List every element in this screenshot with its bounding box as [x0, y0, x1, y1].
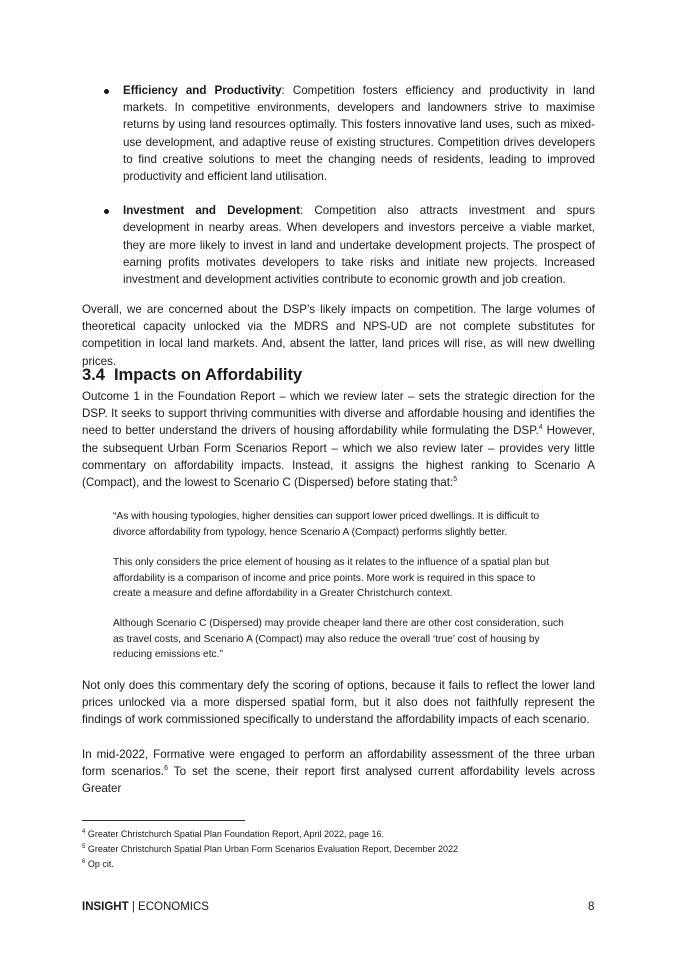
- footer-brand: [82, 901, 209, 913]
- footnote: [82, 857, 458, 872]
- footnote-ref[interactable]: 4: [538, 424, 543, 432]
- section-title: Impacts on Affordability: [113, 366, 303, 384]
- bullet-title: Efficiency and Productivity: [123, 84, 282, 97]
- paragraph-mid-2022: [82, 746, 595, 798]
- bullet-title: Investment and Development: [123, 204, 300, 218]
- footnote-list: [82, 827, 458, 872]
- bullet-item: [100, 202, 595, 288]
- paragraph-not-only: Not only does this commentary defy the scoring of options, because it fails to reflect the lower land prices unlocked via a more dispersed spatial form, but it also does not faithfully represent the findings of work commissioned specifically to understand the affordability impacts of each scenario.: [82, 679, 595, 727]
- bullet-text: : Competition fosters efficiency and productivity in land markets. In competitive environments, developers and landowners strive to maximise returns by using land resources optimally. This fosters innovative land uses, such as mixed-use development, and adaptive reuse of existing structures. Competition drives developers to find creative solutions to meet the changing needs of residents, leading to improved productivity and efficient land utilisation.: [123, 84, 596, 184]
- page-number: 8: [588, 901, 595, 913]
- bullet-item: [100, 82, 595, 185]
- footnote: [82, 827, 458, 842]
- footer-separator: |: [128, 901, 139, 913]
- paragraph-text: In mid-2022, Formative were engaged to perform an affordability assessment of the three urban form scenarios.: [82, 748, 595, 779]
- footnote-number: 5: [82, 844, 86, 850]
- paragraph-overall: Overall, we are concerned about the DSP’s likely impacts on competition. The large volumes of theoretical capacity unlocked via the MDRS and NPS-UD are not complete substitutes for competition in local land markets. And, absent the latter, land prices will rise, as will new dwelling prices.: [82, 303, 595, 368]
- bullet-dot-icon: [104, 209, 109, 214]
- paragraph-outcome: [82, 388, 595, 491]
- footnote-divider: [82, 820, 245, 821]
- footer-brand-rest: ECONOMICS: [138, 901, 209, 913]
- footnote: [82, 842, 458, 857]
- paragraph-text: To set the scene, their report first analysed current affordability levels across Greater: [82, 765, 595, 796]
- bullet-text: : Competition also attracts investment and spurs development in nearby areas. When developers and investors perceive a viable market, they are more likely to invest in land and undertake development projects. The prospect of earning profits motivates developers to take risks and initiate new projects. Increased investment and development activities contribute to economic growth and job creation.: [123, 204, 595, 287]
- bullet-list: [100, 82, 595, 288]
- section-number: 3.4: [82, 366, 105, 384]
- bullet-dot-icon: [104, 89, 109, 94]
- paragraph-text: Outcome 1 in the Foundation Report – which we review later – sets the strategic direction for the DSP. It seeks to support thriving communities with diverse and affordable housing and identifies the need to better understand the drivers of housing affordability while formulating the DSP.: [82, 390, 595, 438]
- block-quote: “As with housing typologies, higher densities can support lower priced dwellings. It is difficult to divorce affordability from typology, hence Scenario A (Compact) performs slightly better.: [113, 511, 540, 538]
- footnote-text: Greater Christchurch Spatial Plan Foundation Report, April 2022, page 16.: [85, 829, 385, 839]
- footnote-text: Greater Christchurch Spatial Plan Urban Form Scenarios Evaluation Report, December 2022: [85, 844, 459, 854]
- block-quote: This only considers the price element of housing as it relates to the influence of a spatial plan but affordability is a comparison of income and price points. More work is required in this space to create a measure and define affordability in a Greater Christchurch context.: [113, 557, 550, 600]
- footnote-ref[interactable]: 5: [453, 476, 458, 484]
- footnote-text: Op cit.: [85, 859, 114, 869]
- footer-brand-bold: INSIGHT: [82, 901, 129, 913]
- footnote-number: 6: [82, 859, 86, 865]
- footnote-ref[interactable]: 6: [164, 765, 168, 773]
- section-heading: [82, 366, 302, 385]
- footnote-number: 4: [82, 829, 86, 835]
- paragraph-text: However, the subsequent Urban Form Scenarios Report – which we also review later – provides very little commentary on affordability impacts. Instead, it assigns the highest ranking to Scenario A (Compact), and the lowest to Scenario C (Dispersed) before stating that:: [82, 424, 595, 490]
- block-quote: Although Scenario C (Dispersed) may provide cheaper land there are other cost consideration, such as travel costs, and Scenario A (Compact) may also reduce the overall ‘true’ cost of housing by reducing emissions etc.”: [113, 618, 564, 661]
